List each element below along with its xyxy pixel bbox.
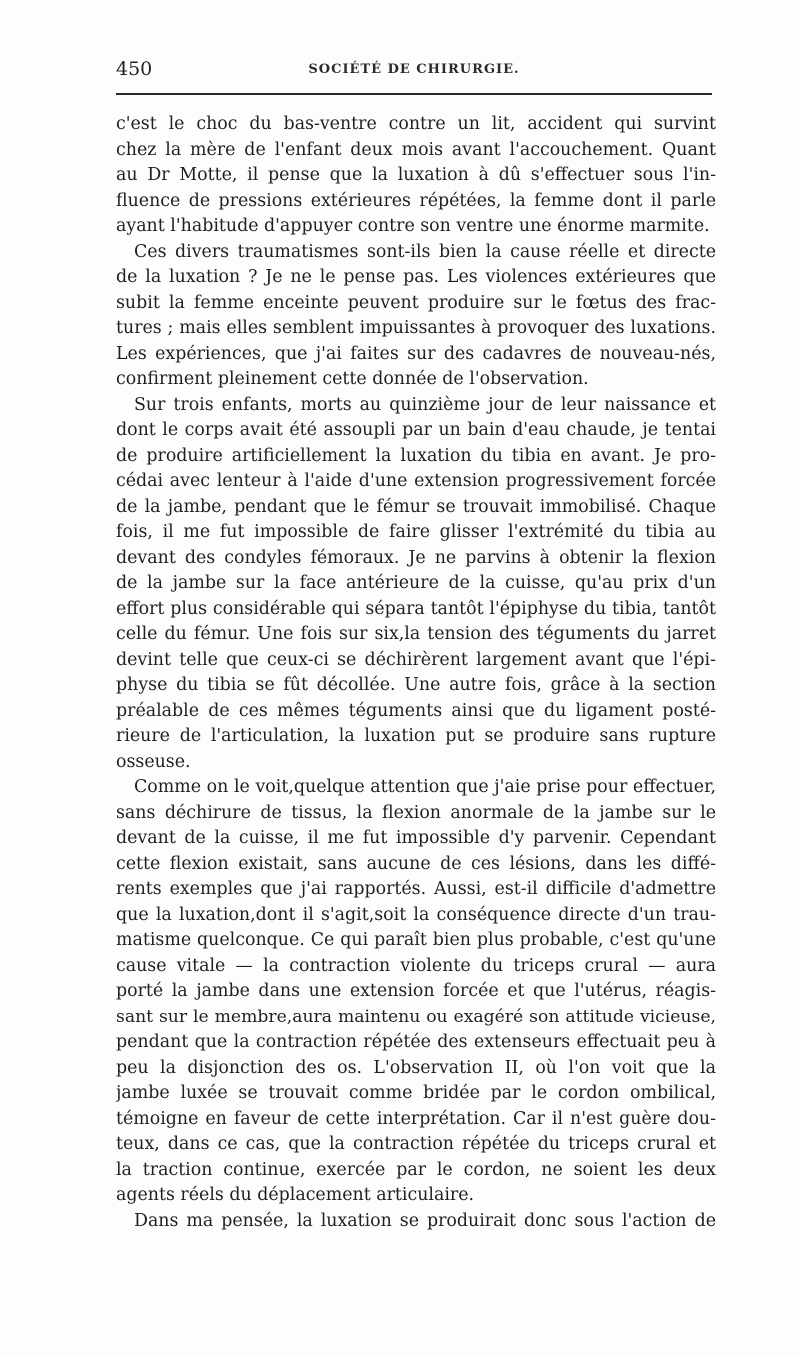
body-text (116, 112, 716, 1234)
text-line: chez la mère de l'enfant deux mois avant l'accouchement. Quant (116, 139, 716, 160)
text-line: Comme on le voit,quelque attention que j'aie prise pour effectuer, (134, 777, 716, 797)
text-line: confirment pleinement cette donnée de l'observation. (116, 369, 589, 389)
text-line: rents exemples que j'ai rapportés. Aussi, est-il difficile d'admettre (116, 879, 716, 899)
text-line: de la jambe, pendant que le fémur se trouvait immobilisé. Chaque (116, 496, 716, 517)
text-line: physe du tibia se fût décollée. Une autre fois, grâce à la section (116, 675, 716, 695)
text-line: que la luxation,dont il s'agit,soit la conséquence directe d'un trau- (116, 904, 716, 925)
text-line: celle du fémur. Une fois sur six,la tension des téguments du jarret (116, 624, 716, 644)
text-line: cette flexion existait, sans aucune de ces lésions, dans les diffé- (116, 853, 716, 874)
text-line: ayant l'habitude d'appuyer contre son ventre une énorme marmite. (116, 216, 710, 236)
page-number: 450 (116, 58, 153, 80)
text-line: devant des condyles fémoraux. Je ne parvins à obtenir la flexion (116, 547, 716, 568)
text-line: témoigne en faveur de cette interprétation. Car il n'est guère dou- (116, 1108, 716, 1129)
text-line: dont le corps avait été assoupli par un bain d'eau chaude, je tentai (116, 420, 716, 440)
text-line: fois, il me fut impossible de faire glisser l'extrémité du tibia au (116, 522, 716, 542)
text-line: pendant que la contraction répétée des extenseurs effectuait peu à (116, 1032, 716, 1052)
text-line: devant de la cuisse, il me fut impossible d'y parvenir. Cependant (116, 828, 716, 848)
text-line: sant sur le membre,aura maintenu ou exagéré son attitude vicieuse, (116, 1006, 716, 1027)
text-line: au Dr Motte, il pense que la luxation à dû s'effectuer sous l'in- (116, 165, 716, 185)
text-line: devint telle que ceux-ci se déchirèrent largement avant que l'épi- (116, 649, 716, 670)
text-line: peu la disjonction des os. L'observation II, où l'on voit que la (116, 1057, 716, 1078)
running-title: SOCIÉTÉ DE CHIRURGIE. (308, 62, 520, 77)
text-line: Les expériences, que j'ai faites sur des cadavres de nouveau-nés, (116, 343, 716, 364)
text-line: tures ; mais elles semblent impuissantes à provoquer des luxations. (116, 318, 716, 338)
text-line: préalable de ces mêmes téguments ainsi que du ligament posté- (116, 700, 716, 721)
text-line: Dans ma pensée, la luxation se produirait donc sous l'action de (134, 1210, 716, 1231)
text-line: teux, dans ce cas, que la contraction répétée du triceps crural et (116, 1134, 716, 1154)
text-line: la traction continue, exercée par le cordon, ne soient les deux (116, 1159, 716, 1180)
text-line: fluence de pressions extérieures répétées, la femme dont il parle (116, 190, 716, 211)
text-line: Sur trois enfants, morts au quinzième jour de leur naissance et (134, 394, 716, 415)
text-line: de la luxation ? Je ne le pense pas. Les violences extérieures que (116, 267, 716, 287)
text-line: jambe luxée se trouvait comme bridée par le cordon ombilical, (116, 1083, 716, 1103)
text-line: matisme quelconque. Ce qui paraît bien plus probable, c'est qu'une (116, 930, 716, 950)
text-line: rieure de l'articulation, la luxation put se produire sans rupture (116, 726, 716, 746)
text-line: effort plus considérable qui sépara tantôt l'épiphyse du tibia, tantôt (116, 598, 716, 619)
page-header (116, 58, 712, 88)
header-rule (116, 93, 712, 95)
text-line: porté la jambe dans une extension forcée et que l'utérus, réagis- (116, 981, 716, 1001)
text-line: sans déchirure de tissus, la flexion anormale de la jambe sur le (116, 802, 716, 823)
text-line: subit la femme enceinte peuvent produire sur le fœtus des frac- (116, 292, 716, 313)
text-line: Ces divers traumatismes sont-ils bien la cause réelle et directe (134, 241, 716, 262)
text-line: de produire artificiellement la luxation du tibia en avant. Je pro- (116, 445, 716, 466)
text-line: cédai avec lenteur à l'aide d'une extension progressivement forcée (116, 471, 716, 491)
text-line: cause vitale — la contraction violente du triceps crural — aura (116, 955, 716, 976)
text-line: agents réels du déplacement articulaire. (116, 1185, 475, 1205)
text-line: c'est le choc du bas-ventre contre un lit, accident qui survint (116, 114, 716, 134)
text-line: osseuse. (116, 751, 191, 772)
text-line: de la jambe sur la face antérieure de la cuisse, qu'au prix d'un (116, 573, 716, 593)
